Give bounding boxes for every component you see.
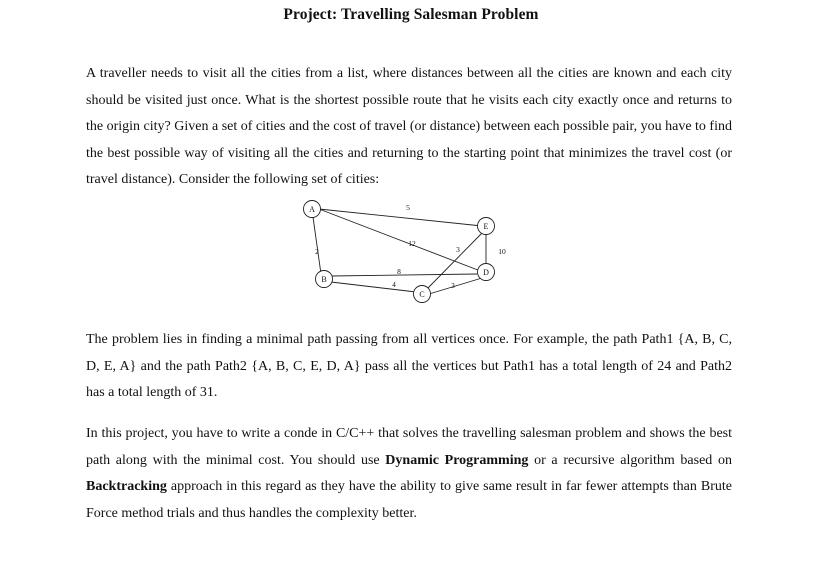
backtracking-term: Backtracking	[86, 479, 167, 494]
edge-a-e-weight: 5	[406, 203, 410, 212]
edge-a-d	[319, 209, 483, 272]
edge-a-b-weight: 2	[315, 247, 319, 256]
paragraph-project-task	[86, 421, 732, 527]
task-text-3: approach in this regard as they have the ability to give same result in far fewer attempts than Brute Force method trials and thus handles the complexity better.	[86, 479, 732, 521]
edge-c-d	[429, 278, 482, 294]
node-c-label: C	[419, 290, 425, 299]
edge-b-d	[331, 274, 477, 276]
edge-a-e	[319, 209, 482, 226]
edge-b-c-weight: 4	[392, 280, 396, 289]
edge-a-b	[313, 217, 321, 274]
document-title: Project: Travelling Salesman Problem	[283, 6, 539, 23]
node-e-label: E	[483, 222, 489, 231]
edge-e-d-weight: 10	[498, 247, 506, 256]
node-b-label: B	[321, 275, 327, 284]
node-a-label: A	[309, 205, 315, 214]
edge-a-d-weight: 12	[408, 239, 416, 248]
paragraph-intro: A traveller needs to visit all the cities from a list, where distances between all the cities are known and each city should be visited just once. What is the shortest possible route that he visits each city exactly once and returns to the origin city? Given a set of cities and the cost of travel (or distance) between each possible pair, you have to find the best possible way of visiting all the cities and returning to the starting point that minimizes the travel cost (or travel distance). Consider the following set of cities:	[86, 66, 732, 187]
edge-c-d-weight: 3	[451, 281, 455, 290]
dynamic-programming-term: Dynamic Programming	[385, 452, 529, 468]
task-text-2: or a recursive algorithm based on	[528, 452, 732, 468]
paragraph-path-example: The problem lies in finding a minimal path passing from all vertices once. For example, the path Path1 {A, B, C, D, E, A} and the path Path2 {A, B, C, E, D, A} pass all the vertices but Path1 has a total length of 24 and Path2 has a total length of 31.	[86, 332, 732, 400]
edge-b-d-weight: 8	[397, 267, 401, 276]
edge-c-e-weight: 3	[456, 245, 460, 254]
task-text-1: In this project, you have to write a conde in C/C++ that solves the travelling salesman problem and shows the best path along with the minimal cost. You should use	[86, 426, 732, 468]
edge-b-c	[331, 282, 416, 292]
node-d-label: D	[483, 268, 489, 277]
city-graph	[296, 198, 526, 308]
